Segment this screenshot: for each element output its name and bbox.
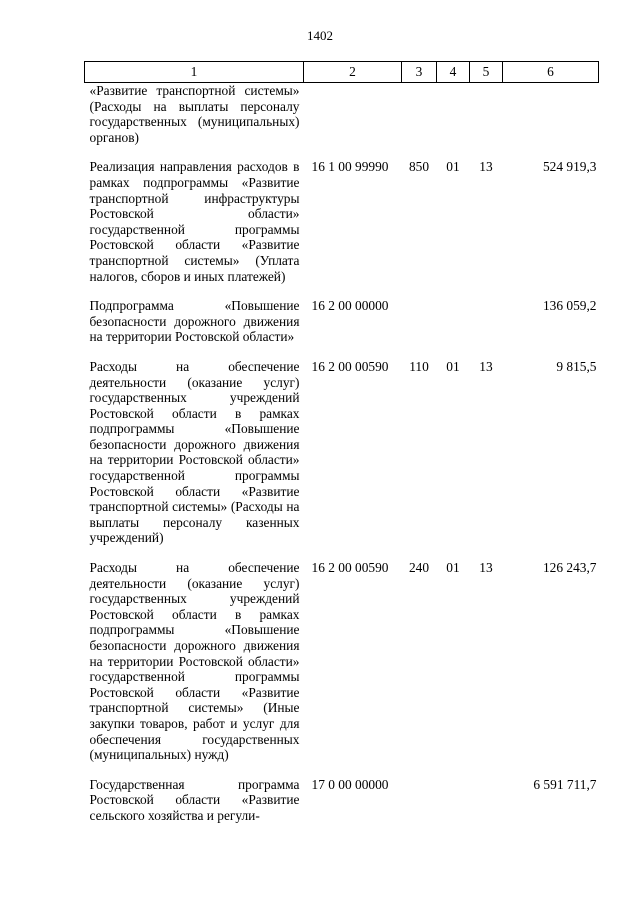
row-vr bbox=[402, 777, 437, 824]
table-row bbox=[85, 298, 599, 345]
column-header-5: 5 bbox=[470, 62, 503, 83]
row-vr: 110 bbox=[409, 358, 429, 374]
row-pr: 13 bbox=[479, 358, 493, 374]
column-header-4: 4 bbox=[437, 62, 470, 83]
row-pr bbox=[470, 83, 503, 146]
row-code: 16 1 00 99990 bbox=[311, 159, 389, 175]
table-row bbox=[85, 359, 599, 546]
budget-table bbox=[84, 61, 599, 824]
row-pr: 13 bbox=[479, 159, 493, 175]
row-sum: 9 815,5 bbox=[556, 358, 597, 374]
row-sum: 126 243,7 bbox=[542, 560, 597, 576]
row-rz: 01 bbox=[446, 159, 460, 175]
table-row bbox=[85, 159, 599, 284]
column-header-6: 6 bbox=[503, 62, 599, 83]
row-rz bbox=[437, 83, 470, 146]
row-vr bbox=[402, 298, 437, 345]
column-header-3: 3 bbox=[402, 62, 437, 83]
row-rz bbox=[437, 298, 470, 345]
row-rz: 01 bbox=[446, 358, 460, 374]
row-code: 16 2 00 00590 bbox=[311, 358, 389, 374]
row-sum bbox=[503, 83, 599, 146]
row-pr bbox=[470, 298, 503, 345]
row-name: «Развитие транспортной системы» (Расходы на выплаты персоналу государственных (муниципальных) органов) bbox=[89, 83, 300, 145]
row-code bbox=[304, 83, 402, 146]
row-name: Реализация направления расходов в рамках подпрограммы «Развитие транспортной инфраструктуры Ростовской области» государственной программы Ростовской области «Развитие транспортной системы» (Уплата налогов, сборов и иных платежей) bbox=[89, 159, 300, 284]
row-vr bbox=[402, 83, 437, 146]
row-sum: 524 919,3 bbox=[542, 159, 597, 175]
row-pr bbox=[470, 777, 503, 824]
row-name: Расходы на обеспечение деятельности (оказание услуг) государственных учреждений Ростовской области в рамках подпрограммы «Повышение безопасности дорожного движения на территории Ростовской области» государственной программы Ростовской области «Развитие транспортной системы» (Расходы на выплаты персоналу казенных учреждений) bbox=[89, 358, 300, 546]
row-rz bbox=[437, 777, 470, 824]
table-row bbox=[85, 83, 599, 146]
row-code: 17 0 00 00000 bbox=[311, 776, 389, 792]
row-code: 16 2 00 00000 bbox=[311, 298, 389, 314]
row-vr: 850 bbox=[408, 159, 430, 175]
table-header-row bbox=[85, 62, 599, 83]
row-rz: 01 bbox=[446, 560, 460, 576]
table-row bbox=[85, 777, 599, 824]
row-pr: 13 bbox=[479, 560, 493, 576]
row-vr: 240 bbox=[408, 560, 430, 576]
row-code: 16 2 00 00590 bbox=[311, 560, 389, 576]
page-number: 1402 bbox=[307, 28, 333, 43]
row-sum: 136 059,2 bbox=[542, 298, 597, 314]
row-name: Расходы на обеспечение деятельности (оказание услуг) государственных учреждений Ростовской области в рамках подпрограммы «Повышение безопасности дорожного движения на территории Ростовской области» государственной программы Ростовской области «Развитие транспортной системы» (Иные закупки товаров, работ и услуг для обеспечения государственных (муниципальных) нужд) bbox=[89, 560, 300, 763]
row-name: Государственная программа Ростовской области «Развитие сельского хозяйства и регули- bbox=[89, 776, 300, 823]
row-sum: 6 591 711,7 bbox=[533, 776, 597, 792]
column-header-1: 1 bbox=[85, 62, 304, 83]
table-row bbox=[85, 560, 599, 763]
row-name: Подпрограмма «Повышение безопасности дорожного движения на территории Ростовской области» bbox=[89, 298, 300, 345]
column-header-2: 2 bbox=[304, 62, 402, 83]
